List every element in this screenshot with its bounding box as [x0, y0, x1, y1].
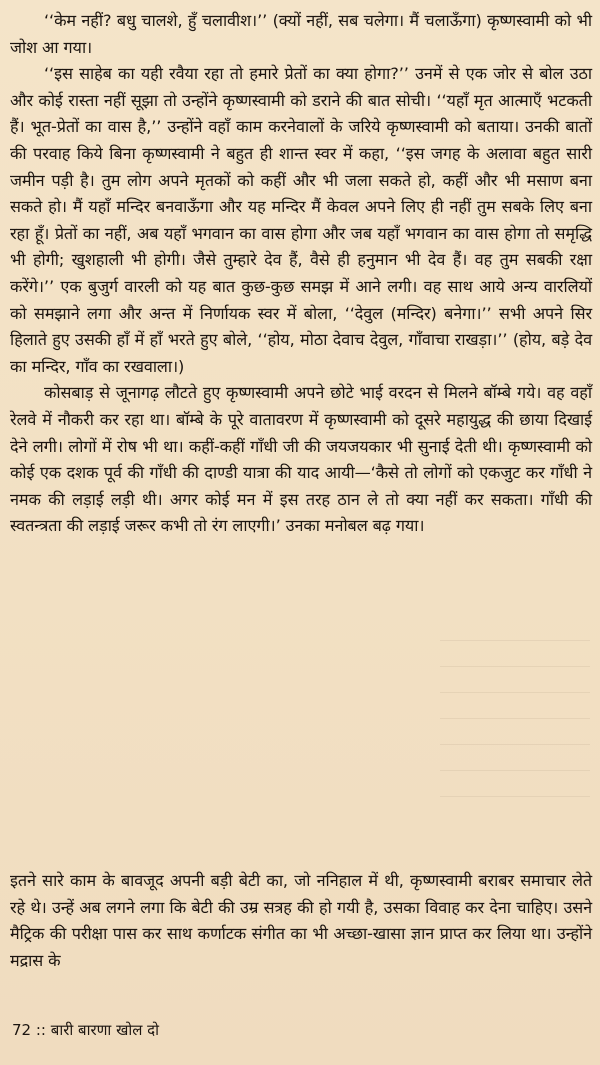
- paragraph-1: ‘‘केम नहीं? बधु चालशे, हुँ चलावीश।’’ (क्यों नहीं, सब चलेगा। मैं चलाऊँगा) कृष्णस्वामी को भी जोश आ गया।: [10, 11, 592, 57]
- paragraph-4: इतने सारे काम के बावजूद अपनी बड़ी बेटी का, जो ननिहाल में थी, कृष्णस्वामी बराबर समाचार लेते रहे थे। उन्हें अब लगने लगा कि बेटी की उम्र सत्रह की हो गयी है, उसका विवाह कर देना चाहिए। उसने मैट्रिक की परीक्षा पास कर साथ कर्णाटक संगीत का भी अच्छा-खासा ज्ञान प्राप्त कर लिया था। उन्होंने मद्रास के: [10, 871, 592, 970]
- page-footer: [12, 1020, 159, 1040]
- main-text-block: [10, 8, 592, 540]
- paragraph-2: ‘‘इस साहेब का यही रवैया रहा तो हमारे प्रेतों का क्या होगा?’’ उनमें से एक जोर से बोल उठा और कोई रास्ता नहीं सूझा तो उन्होंने कृष्णस्वामी को डराने की बात सोची। ‘‘यहाँ मृत आत्माएँ भटकती हैं। भूत-प्रेतों का वास है,’’ उन्होंने वहाँ काम करनेवालों के जरिये कृष्णस्वामी को बताया। उनकी बातों की परवाह किये बिना कृष्णस्वामी ने बहुत ही शान्त स्वर में कहा, ‘‘इस जगह के अलावा बहुत सारी जमीन पड़ी है। तुम लोग अपने मृतकों को कहीं और भी जला सकते हो, कहीं और भी मसाण बना सकते हो। मैं यहाँ मन्दिर बनवाऊँगा और यह मन्दिर मैं केवल अपने लिए ही नहीं तुम सबके लिए बना रहा हूँ। प्रेतों का नहीं, अब यहाँ भगवान का वास होगा और जब यहाँ भगवान का वास होगा तो समृद्धि भी होगी; खुशहाली भी होगी। जैसे तुम्हारे देव हैं, वैसे ही हनुमान भी देव हैं। वह तुम सबकी रक्षा करेंगे।’’ एक बुजुर्ग वारली को यह बात कुछ-कुछ समझ में आने लगी। वह साथ आये अन्य वारलियों को समझाने लगा और अन्त में निर्णायक स्वर में बोला, ‘‘देवुल (मन्दिर) बनेगा।’’ सभी अपने सिर हिलाते हुए उसकी हाँ में हाँ भरते हुए बोले, ‘‘होय, मोठा देवाच देवुल, गाँवाचा राखड़ा।’’ (होय, बड़े देव का मन्दिर, गाँव का रखवाला।): [10, 64, 592, 376]
- book-title: बारी बारणा खोल दो: [50, 1021, 160, 1039]
- bleed-through-shadow: [440, 640, 590, 820]
- footer-separator: ::: [35, 1021, 46, 1039]
- page-number: 72: [12, 1021, 32, 1039]
- continued-text-block: [10, 868, 592, 974]
- paragraph-3: कोसबाड़ से जूनागढ़ लौटते हुए कृष्णस्वामी अपने छोटे भाई वरदन से मिलने बॉम्बे गये। वह वहाँ रेलवे में नौकरी कर रहा था। बॉम्बे के पूरे वातावरण में कृष्णस्वामी को दूसरे महायुद्ध की छाया दिखाई देने लगी। लोगों में रोष भी था। कहीं-कहीं गाँधी जी की जयजयकार भी सुनाई देती थी। कृष्णस्वामी को कोई एक दशक पूर्व की गाँधी की दाण्डी यात्रा की याद आयी—‘कैसे तो लोगों को एकजुट कर गाँधी ने नमक की लड़ाई लड़ी थी। अगर कोई मन में इस तरह ठान ले तो क्या नहीं कर सकता। गाँधी की स्वतन्त्रता की लड़ाई जरूर कभी तो रंग लाएगी।’ उनका मनोबल बढ़ गया।: [10, 383, 592, 536]
